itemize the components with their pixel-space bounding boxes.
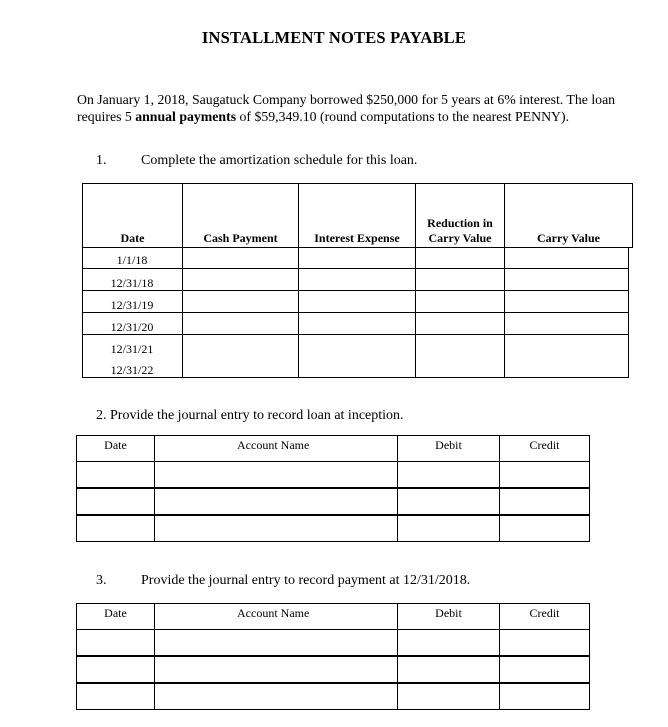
journal-entry-table-2 xyxy=(76,603,590,711)
cell-reduction[interactable] xyxy=(415,313,504,335)
date-label: 12/31/21 xyxy=(110,342,154,356)
date-label: 12/31/20 xyxy=(110,320,154,334)
header-reduction-label xyxy=(416,216,504,246)
journal-cell-debit[interactable] xyxy=(397,683,500,710)
journal-header-account: Account Name xyxy=(154,435,398,462)
journal-header-credit: Credit xyxy=(499,435,590,462)
header-cash-payment-label: Cash Payment xyxy=(203,231,278,245)
header-date-label: Date xyxy=(120,231,145,245)
journal-row xyxy=(76,629,590,656)
journal-cell-credit[interactable] xyxy=(499,629,590,656)
journal-cell-debit[interactable] xyxy=(397,656,500,683)
journal-entry-table-1 xyxy=(76,435,590,543)
journal-cell-account[interactable] xyxy=(154,515,398,542)
cell-cash-payment[interactable] xyxy=(182,247,298,269)
journal-cell-credit[interactable] xyxy=(499,461,590,488)
header-reduction-line2: Carry Value xyxy=(428,231,492,245)
journal-header-row xyxy=(76,603,590,630)
problem-statement xyxy=(77,91,617,125)
amortization-header-row xyxy=(82,183,633,248)
journal-cell-date[interactable] xyxy=(76,683,155,710)
journal-cell-credit[interactable] xyxy=(499,488,590,515)
header-carry-value xyxy=(505,184,632,248)
journal-cell-account[interactable] xyxy=(154,629,398,656)
header-carry-value-label: Carry Value xyxy=(537,231,600,245)
cell-interest-expense[interactable] xyxy=(298,335,415,378)
cell-cash-payment[interactable] xyxy=(182,291,298,313)
journal-header-row xyxy=(76,435,590,462)
header-reduction-carry-value xyxy=(416,184,505,248)
header-reduction-line1: Reduction in xyxy=(427,216,493,230)
cell-reduction[interactable] xyxy=(415,247,504,269)
journal-cell-credit[interactable] xyxy=(499,683,590,710)
cell-carry-value[interactable] xyxy=(504,313,629,335)
journal-header-debit: Debit xyxy=(397,435,500,462)
journal-cell-credit[interactable] xyxy=(499,515,590,542)
header-interest-expense-label: Interest Expense xyxy=(314,231,400,245)
date-label: 12/31/22 xyxy=(110,363,154,377)
cell-interest-expense[interactable] xyxy=(298,291,415,313)
amortization-table xyxy=(82,183,633,378)
journal-cell-debit[interactable] xyxy=(397,515,500,542)
cell-carry-value[interactable] xyxy=(504,335,629,378)
journal-cell-account[interactable] xyxy=(154,488,398,515)
date-label: 1/1/18 xyxy=(116,253,148,267)
intro-text-1: On January 1, 2018, Saugatuck Company borrowed $250,000 for 5 years at 6% interest. The loan requires 5 xyxy=(77,92,616,124)
journal-header-date: Date xyxy=(76,435,155,462)
journal-cell-account[interactable] xyxy=(154,461,398,488)
cell-cash-payment[interactable] xyxy=(182,269,298,291)
journal-cell-account[interactable] xyxy=(154,656,398,683)
journal-row xyxy=(76,488,590,515)
header-date xyxy=(83,184,183,248)
question-1-text: Complete the amortization schedule for this loan. xyxy=(141,153,418,168)
cell-carry-value[interactable] xyxy=(504,269,629,291)
page-title: INSTALLMENT NOTES PAYABLE xyxy=(201,28,467,47)
question-2-text: 2. Provide the journal entry to record loan at inception. xyxy=(96,408,404,423)
journal-header-account: Account Name xyxy=(154,603,398,630)
intro-text-2: of $59,349.10 (round computations to the nearest PENNY). xyxy=(236,109,570,124)
journal-header-date: Date xyxy=(76,603,155,630)
intro-bold-text: annual payments xyxy=(135,109,237,124)
header-interest-expense xyxy=(299,184,416,248)
journal-cell-date[interactable] xyxy=(76,629,155,656)
journal-row xyxy=(76,656,590,683)
journal-cell-debit[interactable] xyxy=(397,461,500,488)
journal-cell-debit[interactable] xyxy=(397,629,500,656)
journal-cell-debit[interactable] xyxy=(397,488,500,515)
date-label: 12/31/19 xyxy=(110,298,154,312)
question-1-number: 1. xyxy=(96,153,107,168)
cell-carry-value[interactable] xyxy=(504,291,629,313)
question-3-text: Provide the journal entry to record payment at 12/31/2018. xyxy=(141,573,471,588)
cell-reduction[interactable] xyxy=(415,291,504,313)
journal-cell-credit[interactable] xyxy=(499,656,590,683)
cell-reduction[interactable] xyxy=(415,335,504,378)
cell-interest-expense[interactable] xyxy=(298,269,415,291)
journal-cell-date[interactable] xyxy=(76,515,155,542)
journal-header-debit: Debit xyxy=(397,603,500,630)
journal-cell-date[interactable] xyxy=(76,656,155,683)
header-cash-payment xyxy=(183,184,299,248)
journal-cell-date[interactable] xyxy=(76,488,155,515)
cell-cash-payment[interactable] xyxy=(182,313,298,335)
date-label: 12/31/18 xyxy=(110,276,154,290)
journal-row xyxy=(76,461,590,488)
journal-row xyxy=(76,683,590,710)
journal-cell-account[interactable] xyxy=(154,683,398,710)
journal-cell-date[interactable] xyxy=(76,461,155,488)
cell-carry-value[interactable] xyxy=(504,247,629,269)
cell-reduction[interactable] xyxy=(415,269,504,291)
journal-row xyxy=(76,515,590,542)
cell-cash-payment[interactable] xyxy=(182,335,298,378)
cell-interest-expense[interactable] xyxy=(298,247,415,269)
cell-interest-expense[interactable] xyxy=(298,313,415,335)
journal-header-credit: Credit xyxy=(499,603,590,630)
question-3-number: 3. xyxy=(96,573,107,588)
